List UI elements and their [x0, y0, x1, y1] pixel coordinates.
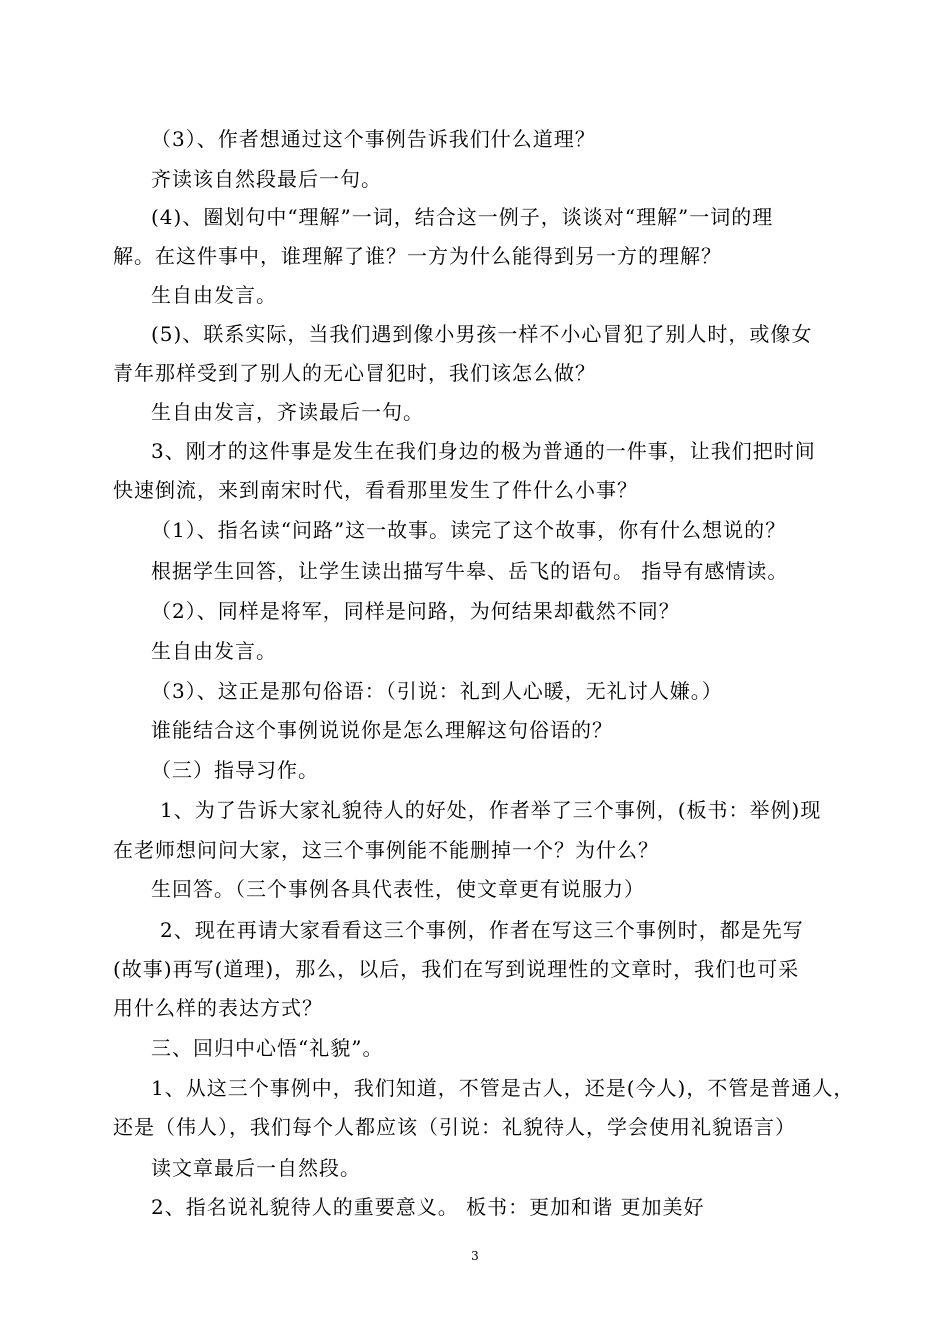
text-line: （3）、作者想通过这个事例告诉我们什么道理？: [151, 127, 596, 151]
text-line: 3、刚才的这件事是发生在我们身边的极为普通的一件事，让我们把时间: [151, 439, 816, 463]
text-line: 1、为了告诉大家礼貌待人的好处，作者举了三个事例，(板书：举例)现: [160, 798, 822, 822]
text-line: 生自由发言，齐读最后一句。: [151, 400, 424, 424]
text-line: 谁能结合这个事例说说你是怎么理解这句俗语的？: [151, 718, 613, 742]
text-line: （1）、指名读“问路”这一故事。读完了这个故事，你有什么想说的？: [151, 518, 787, 542]
text-line: （3）、这正是那句俗语：（引说：礼到人心暖，无礼讨人嫌。）: [151, 679, 723, 703]
text-line: 还是（伟人），我们每个人都应该（引说：礼貌待人，学会使用礼貌语言）: [113, 1115, 796, 1139]
text-line: 根据学生回答，让学生读出描写牛皋、岳飞的语句。 指导有感情读。: [151, 559, 789, 583]
text-line: 生回答。（三个事例各具代表性，使文章更有说服力）: [151, 877, 645, 901]
text-line: 2、现在再请大家看看这三个事例，作者在写这三个事例时，都是先写: [160, 918, 804, 942]
text-line: （2）、同样是将军，同样是问路，为何结果却截然不同？: [151, 599, 680, 623]
text-line: 三、回归中心悟“礼貌”。: [151, 1036, 384, 1060]
text-line: 齐读该自然段最后一句。: [151, 167, 382, 191]
text-line: 2、指名说礼貌待人的重要意义。 板书：更加和谐 更加美好: [151, 1195, 705, 1219]
text-line: （三）指导习作。: [151, 758, 319, 782]
text-line: 快速倒流，来到南宋时代，看看那里发生了件什么小事？: [113, 478, 638, 502]
text-line: 读文章最后一自然段。: [151, 1156, 361, 1180]
text-line: 用什么样的表达方式？: [113, 996, 323, 1020]
text-line: 生自由发言。: [151, 283, 277, 307]
text-line: (故事)再写(道理)，那么，以后，我们在写到说理性的文章时，我们也可采: [113, 957, 800, 981]
text-line: 生自由发言。: [151, 639, 277, 663]
text-line: 青年那样受到了别人的无心冒犯时，我们该怎么做？: [113, 361, 596, 385]
page-number: 3: [471, 1249, 479, 1263]
text-line: (4)、圈划句中“理解”一词，结合这一例子，谈谈对“理解”一词的理: [151, 205, 774, 229]
text-line: (5)、联系实际，当我们遇到像小男孩一样不小心冒犯了别人时，或像女: [151, 322, 813, 346]
text-line: 1、从这三个事例中，我们知道，不管是古人，还是(今人)，不管是普通人，: [151, 1076, 855, 1100]
text-line: 解。在这件事中，谁理解了谁？一方为什么能得到另一方的理解？: [113, 244, 722, 268]
text-line: 在老师想问问大家，这三个事例能不能删掉一个？为什么？: [113, 838, 659, 862]
